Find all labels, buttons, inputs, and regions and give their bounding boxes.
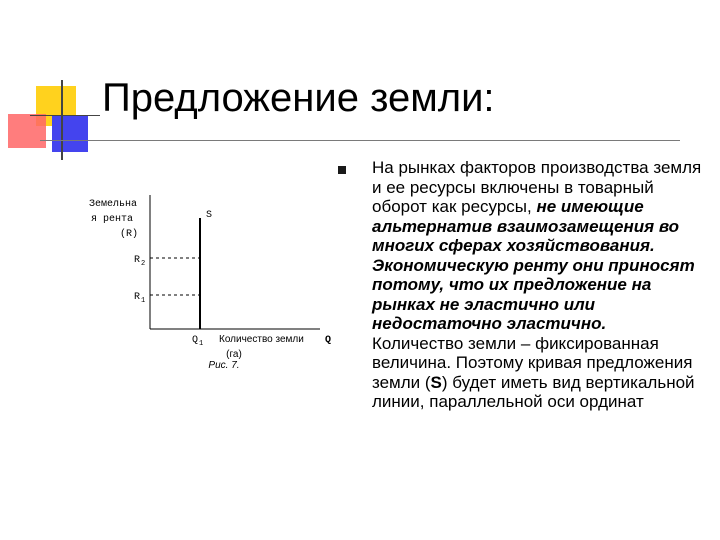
- slide-title: Предложение земли:: [102, 76, 495, 120]
- supply-label: S: [206, 210, 213, 221]
- body-text-part-2: Количество земли – фиксированная величина. Поэтому кривая предложения земли (: [372, 333, 693, 392]
- r2-label: R: [134, 255, 141, 266]
- r1-label: R: [134, 292, 141, 303]
- body-text-part-3: ) будет иметь вид вертикальной линии, параллельной оси ординат: [372, 372, 695, 411]
- x-axis-letter: Q: [325, 335, 332, 346]
- q1-subscript: 1: [199, 340, 204, 348]
- x-axis-label-line2: (га): [226, 349, 242, 360]
- body-emphasis: не имеющие альтернатив взаимозамещения во многих сферах хозяйствования. Экономическую ренту они приносят потому, что их предложение на рынках не эластично или недостаточно эластично.: [372, 197, 695, 333]
- r1-subscript: 1: [141, 297, 146, 305]
- body-text-part-1: На рынках факторов производства земля и ее ресурсы включены в товарный оборот как ресурсы,: [372, 158, 702, 216]
- y-axis-label-line1: Земельна: [88, 199, 138, 210]
- x-axis-label-line1: Количество земли: [219, 334, 304, 345]
- y-axis-label-line2: я рента: [90, 214, 134, 225]
- q1-label: Q: [192, 335, 199, 346]
- body-s-letter: S: [430, 372, 442, 392]
- y-axis-label-line3: (R): [119, 229, 139, 240]
- figure-caption: Рис. 7.: [208, 360, 240, 371]
- r2-subscript: 2: [141, 260, 146, 268]
